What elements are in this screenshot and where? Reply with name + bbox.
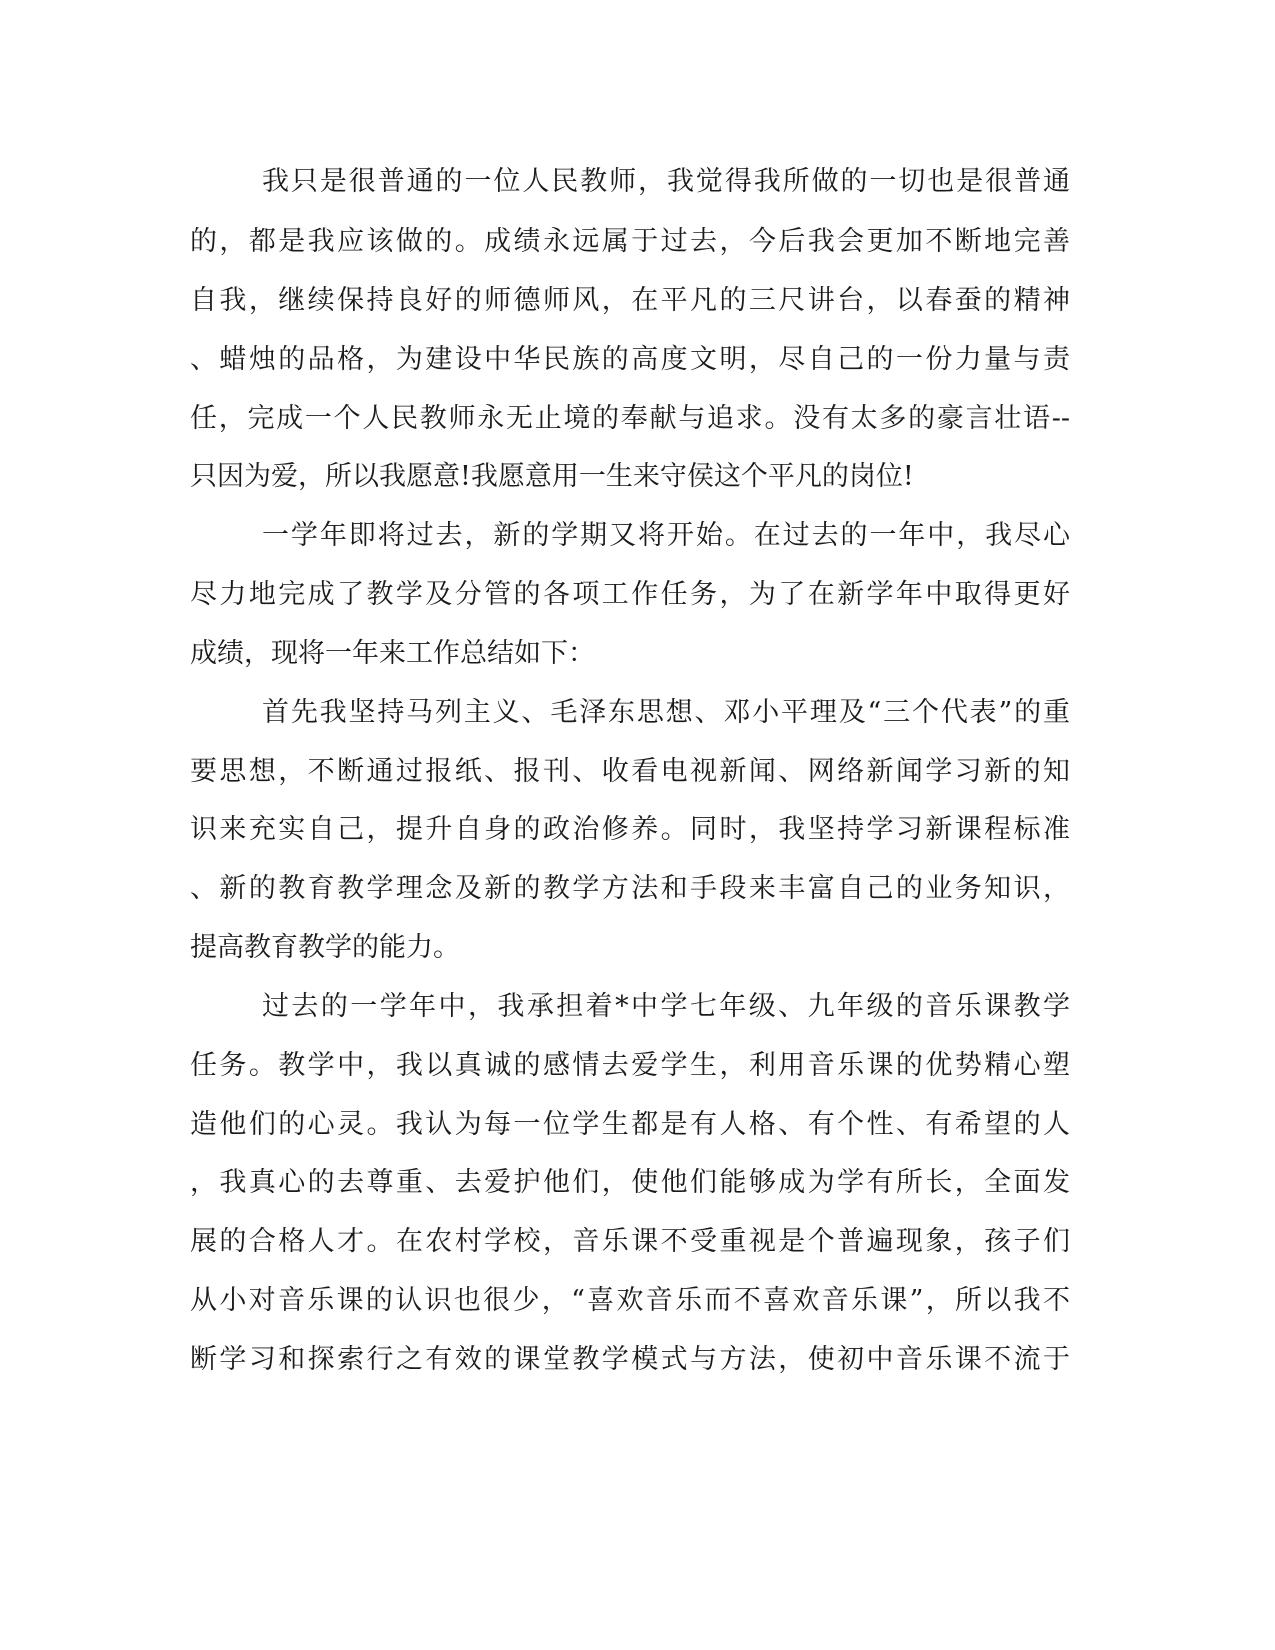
text-line: 任务。教学中，我以真诚的感情去爱学生，利用音乐课的优势精心塑 <box>190 1050 1070 1081</box>
text-line: 任，完成一个人民教师永无止境的奉献与追求。没有太多的豪言壮语-- <box>190 403 1070 434</box>
text-line: 过去的一学年中，我承担着*中学七年级、九年级的音乐课教学 <box>262 991 1070 1022</box>
text-line: 提高教育教学的能力。 <box>190 932 460 963</box>
text-line: 的，都是我应该做的。成绩永远属于过去，今后我会更加不断地完善 <box>190 226 1070 257</box>
text-line: 只因为爱，所以我愿意!我愿意用一生来守侯这个平凡的岗位! <box>190 461 914 492</box>
text-line: 、蜡烛的品格，为建设中华民族的高度文明，尽自己的一份力量与责 <box>190 344 1070 375</box>
text-line: 首先我坚持马列主义、毛泽东思想、邓小平理及“三个代表”的重 <box>262 697 1070 728</box>
text-line: 尽力地完成了教学及分管的各项工作任务，为了在新学年中取得更好 <box>190 579 1070 610</box>
text-line: 造他们的心灵。我认为每一位学生都是有人格、有个性、有希望的人 <box>190 1109 1070 1140</box>
text-line: 要思想，不断通过报纸、报刊、收看电视新闻、网络新闻学习新的知 <box>190 756 1070 787</box>
text-line: 展的合格人才。在农村学校，音乐课不受重视是个普遍现象，孩子们 <box>190 1226 1070 1257</box>
text-line: 、新的教育教学理念及新的教学方法和手段来丰富自己的业务知识， <box>190 873 1070 904</box>
text-line: 从小对音乐课的认识也很少，“喜欢音乐而不喜欢音乐课”，所以我不 <box>190 1285 1070 1316</box>
text-line: ，我真心的去尊重、去爱护他们，使他们能够成为学有所长，全面发 <box>190 1167 1070 1198</box>
text-line: 一学年即将过去，新的学期又将开始。在过去的一年中，我尽心 <box>262 520 1070 551</box>
text-line: 断学习和探索行之有效的课堂教学模式与方法，使初中音乐课不流于 <box>190 1344 1070 1375</box>
text-line: 我只是很普通的一位人民教师，我觉得我所做的一切也是很普通 <box>262 166 1070 197</box>
text-line: 自我，继续保持良好的师德师风，在平凡的三尺讲台，以春蚕的精神 <box>190 285 1070 316</box>
text-line: 成绩，现将一年来工作总结如下： <box>190 638 595 669</box>
text-line: 识来充实自己，提升自身的政治修养。同时，我坚持学习新课程标准 <box>190 814 1070 845</box>
